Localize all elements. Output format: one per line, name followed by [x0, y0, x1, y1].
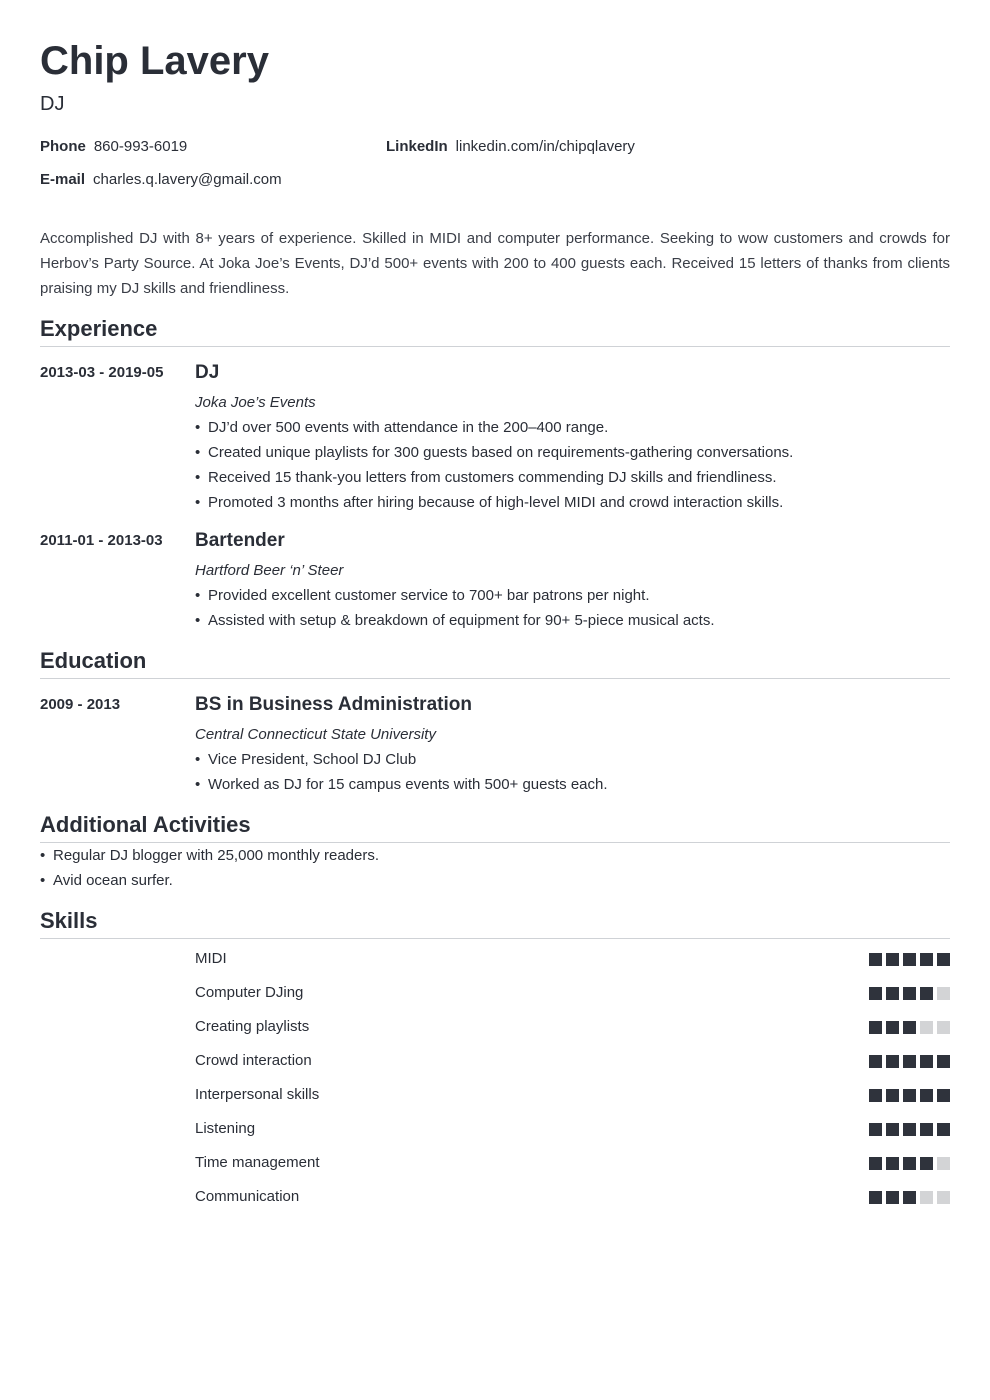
- list-item-text: Created unique playlists for 300 guests based on requirements-gathering conversations.: [208, 444, 794, 461]
- contact-phone: [40, 138, 187, 156]
- linkedin-value: linkedin.com/in/chipqlavery: [455, 138, 635, 155]
- experience-section: [40, 315, 950, 633]
- list-item: [195, 608, 950, 633]
- rating-square-filled: [937, 1123, 950, 1136]
- entry-dates: 2013-03 - 2019-05: [40, 364, 164, 381]
- list-item-text: Worked as DJ for 15 campus events with 500+ guests each.: [208, 776, 608, 793]
- skill-row: [40, 1119, 950, 1153]
- list-item-text: Regular DJ blogger with 25,000 monthly readers.: [53, 847, 380, 864]
- skill-name: Interpersonal skills: [195, 1086, 320, 1103]
- bullet-icon: •: [40, 847, 46, 864]
- list-item: [195, 440, 950, 465]
- rating-square-filled: [869, 1157, 882, 1170]
- skill-row: [40, 1051, 950, 1085]
- bullet-icon: •: [40, 872, 46, 889]
- skill-row: [40, 983, 950, 1017]
- bullet-icon: •: [195, 751, 201, 768]
- list-item: [195, 490, 950, 515]
- list-item: [195, 747, 950, 772]
- list-item-text: Promoted 3 months after hiring because of high-level MIDI and crowd interaction skills.: [208, 494, 784, 511]
- rating-square-filled: [920, 1157, 933, 1170]
- entry-organization: Joka Joe’s Events: [195, 394, 316, 411]
- skill-rating: [865, 1089, 950, 1102]
- rating-square-filled: [937, 1089, 950, 1102]
- rating-square-filled: [886, 1089, 899, 1102]
- entry-dates: 2009 - 2013: [40, 696, 121, 713]
- rating-square-empty: [920, 1191, 933, 1204]
- rating-square-filled: [903, 1089, 916, 1102]
- skills-list: [40, 949, 950, 1221]
- email-label: E-mail: [40, 171, 86, 188]
- list-item-text: Vice President, School DJ Club: [208, 751, 417, 768]
- list-item: [195, 772, 950, 797]
- rating-square-filled: [886, 1021, 899, 1034]
- bullet-icon: •: [195, 419, 201, 436]
- skill-rating: [865, 987, 950, 1000]
- education-entry: [40, 693, 950, 797]
- section-title: Education: [40, 647, 950, 679]
- section-title: Experience: [40, 315, 950, 347]
- rating-square-filled: [886, 1191, 899, 1204]
- bullet-icon: •: [195, 469, 201, 486]
- entry-organization: Central Connecticut State University: [195, 726, 436, 743]
- rating-square-filled: [937, 1055, 950, 1068]
- rating-square-filled: [886, 1157, 899, 1170]
- skill-row: [40, 1187, 950, 1221]
- rating-square-filled: [869, 953, 882, 966]
- bullet-icon: •: [195, 494, 201, 511]
- rating-square-filled: [869, 987, 882, 1000]
- rating-square-filled: [886, 1055, 899, 1068]
- rating-square-filled: [937, 953, 950, 966]
- skill-rating: [865, 1021, 950, 1034]
- rating-square-filled: [920, 1089, 933, 1102]
- rating-square-filled: [903, 1191, 916, 1204]
- contact-info: [40, 138, 950, 208]
- entry-title: Bartender: [195, 530, 285, 551]
- bullet-list: [195, 747, 950, 797]
- list-item: [40, 868, 950, 893]
- linkedin-label: LinkedIn: [386, 138, 448, 155]
- bullet-list: [195, 415, 950, 515]
- list-item-text: Avid ocean surfer.: [53, 872, 173, 889]
- skill-name: Crowd interaction: [195, 1052, 312, 1069]
- rating-square-filled: [903, 1123, 916, 1136]
- skills-section: [40, 907, 950, 1221]
- rating-square-filled: [886, 1123, 899, 1136]
- entry-title: DJ: [195, 362, 220, 383]
- experience-entry: [40, 361, 950, 515]
- entry-organization: Hartford Beer ‘n’ Steer: [195, 562, 344, 579]
- skill-name: Creating playlists: [195, 1018, 310, 1035]
- rating-square-filled: [869, 1055, 882, 1068]
- bullet-icon: •: [195, 776, 201, 793]
- skill-row: [40, 1017, 950, 1051]
- candidate-name: Chip Lavery: [40, 39, 269, 83]
- contact-linkedin: [386, 138, 635, 156]
- skill-name: Listening: [195, 1120, 256, 1137]
- skill-row: [40, 1085, 950, 1119]
- rating-square-filled: [869, 1123, 882, 1136]
- experience-entry: [40, 529, 950, 633]
- bullet-icon: •: [195, 444, 201, 461]
- rating-square-filled: [886, 953, 899, 966]
- job-title: DJ: [40, 93, 65, 115]
- rating-square-empty: [920, 1021, 933, 1034]
- skill-name: Time management: [195, 1154, 320, 1171]
- list-item-text: Provided excellent customer service to 700+ bar patrons per night.: [208, 587, 650, 604]
- list-item: [195, 583, 950, 608]
- profile-summary: Accomplished DJ with 8+ years of experience. Skilled in MIDI and computer performance. Seeking to wow customers and crowds for Herbov’s Party Source. At Joka Joe’s Events, DJ’d 500+ events with 200 to 400 guests each. Received 15 letters of thanks from clients praising my DJ skills and friendliness.: [40, 230, 950, 297]
- rating-square-filled: [903, 953, 916, 966]
- rating-square-filled: [920, 953, 933, 966]
- rating-square-filled: [903, 1157, 916, 1170]
- skill-name: Computer DJing: [195, 984, 304, 1001]
- bullet-list: [40, 843, 950, 893]
- skill-row: [40, 949, 950, 983]
- skill-rating: [865, 1191, 950, 1204]
- list-item-text: Received 15 thank-you letters from customers commending DJ skills and friendliness.: [208, 469, 777, 486]
- contact-email: [40, 171, 282, 189]
- email-value: charles.q.lavery@gmail.com: [93, 171, 282, 188]
- bullet-list: [195, 583, 950, 633]
- rating-square-empty: [937, 1191, 950, 1204]
- rating-square-filled: [903, 1021, 916, 1034]
- bullet-icon: •: [195, 587, 201, 604]
- list-item: [195, 465, 950, 490]
- rating-square-empty: [937, 1157, 950, 1170]
- rating-square-filled: [886, 987, 899, 1000]
- phone-value: 860-993-6019: [93, 138, 188, 155]
- entry-title: BS in Business Administration: [195, 694, 472, 715]
- rating-square-filled: [920, 987, 933, 1000]
- entry-dates: 2011-01 - 2013-03: [40, 532, 163, 549]
- rating-square-empty: [937, 1021, 950, 1034]
- activities-section: [40, 811, 950, 893]
- rating-square-filled: [869, 1089, 882, 1102]
- list-item: [195, 415, 950, 440]
- section-title: Additional Activities: [40, 811, 950, 843]
- skill-name: Communication: [195, 1188, 300, 1205]
- rating-square-filled: [920, 1123, 933, 1136]
- rating-square-filled: [903, 987, 916, 1000]
- skill-rating: [865, 953, 950, 966]
- list-item-text: DJ’d over 500 events with attendance in the 200–400 range.: [208, 419, 609, 436]
- phone-label: Phone: [40, 138, 86, 155]
- skill-row: [40, 1153, 950, 1187]
- education-section: [40, 647, 950, 797]
- rating-square-filled: [869, 1021, 882, 1034]
- list-item: [40, 843, 950, 868]
- rating-square-filled: [920, 1055, 933, 1068]
- section-title: Skills: [40, 907, 950, 939]
- rating-square-filled: [869, 1191, 882, 1204]
- skill-rating: [865, 1055, 950, 1068]
- skill-rating: [865, 1157, 950, 1170]
- skill-name: MIDI: [195, 950, 227, 967]
- skill-rating: [865, 1123, 950, 1136]
- list-item-text: Assisted with setup & breakdown of equipment for 90+ 5-piece musical acts.: [208, 612, 715, 629]
- rating-square-filled: [903, 1055, 916, 1068]
- rating-square-empty: [937, 987, 950, 1000]
- bullet-icon: •: [195, 612, 201, 629]
